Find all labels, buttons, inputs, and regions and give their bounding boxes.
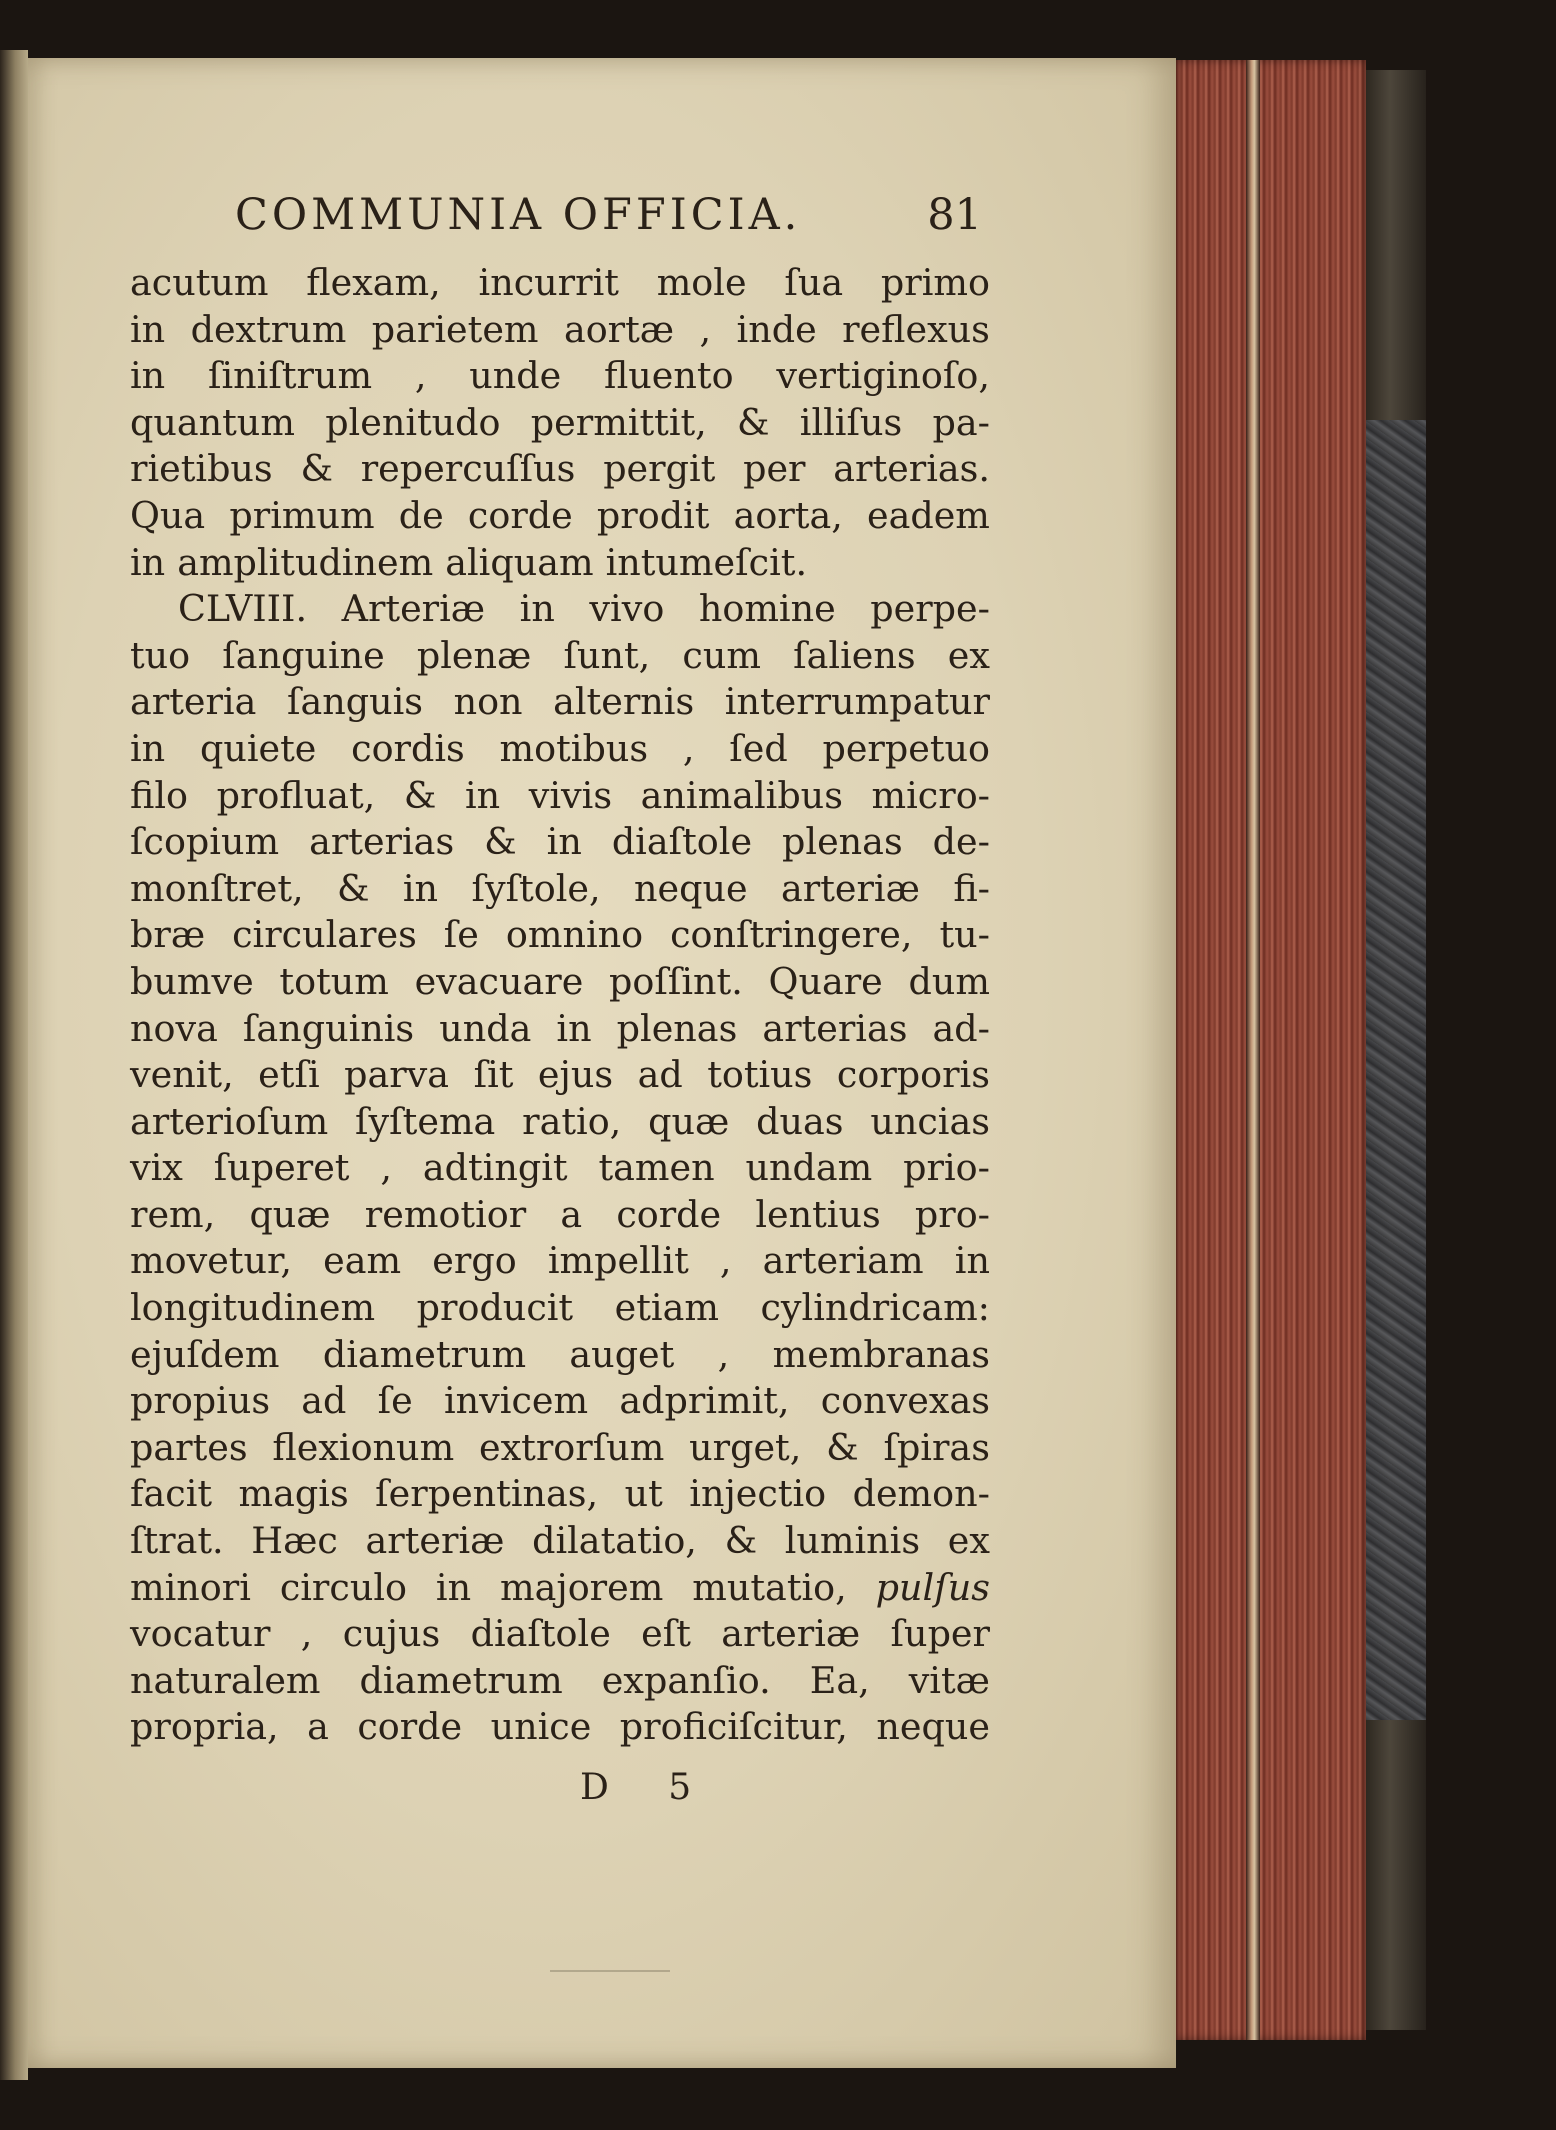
text-line: filo profluat, & in vivis animalibus micro- (130, 773, 990, 817)
left-page-edge (0, 50, 28, 2080)
fore-edge-gap (1246, 60, 1260, 2040)
text-line: rem, quæ remotior a corde lentius pro- (130, 1192, 990, 1236)
text-line: rietibus & repercuſſus pergit per arterias. (130, 447, 990, 491)
text-line: naturalem diametrum expanſio. Ea, vitæ (130, 1658, 990, 1702)
text-line: propria, a corde unice proficiſcitur, neque (130, 1705, 990, 1749)
signature-mark: D 5 (580, 1767, 716, 1808)
text-line: ejuſdem diametrum auget , membranas (130, 1332, 990, 1376)
text-line: movetur, eam ergo impellit , arteriam in (130, 1239, 990, 1283)
text-line: in ſiniſtrum , unde fluento vertiginoſo, (130, 354, 990, 398)
text-line: vocatur , cujus diaſtole eſt arteriæ ſuper (130, 1612, 990, 1656)
text-line: ſtrat. Hæc arteriæ dilatatio, & luminis ex (130, 1519, 990, 1563)
text-line: Qua primum de corde prodit aorta, eadem (130, 493, 990, 537)
text-line: acutum flexam, incurrit mole ſua primo (130, 261, 990, 304)
text-line: monſtret, & in ſyſtole, neque arteriæ fi- (130, 866, 990, 910)
page-number: 81 (927, 190, 982, 240)
text-line: bræ circulares ſe omnino conſtringere, tu- (130, 913, 990, 957)
text-line: in amplitudinem aliquam intumeſcit. (130, 540, 808, 584)
text-line: longitudinem producit etiam cylindricam: (130, 1286, 990, 1330)
body-text (130, 260, 990, 1751)
text-line: minori circulo in majorem mutatio, pulſus (130, 1565, 990, 1609)
text-line: in quiete cordis motibus , ſed perpetuo (130, 726, 990, 770)
text-line: vix ſuperet , adtingit tamen undam prio- (130, 1146, 990, 1190)
text-line: nova ſanguinis unda in plenas arterias ad- (130, 1006, 990, 1050)
paragraph-start-line: CLVIII. Arteriæ in vivo homine perpe- (178, 587, 990, 631)
text-line: partes flexionum extrorſum urget, & ſpiras (130, 1425, 990, 1469)
running-title: COMMUNIA OFFICIA. (235, 190, 802, 240)
text-line: venit, etſi parva ſit ejus ad totius corporis (130, 1053, 990, 1097)
marbled-cover (1366, 420, 1426, 1720)
running-head (130, 190, 990, 260)
text-line: ſcopium arterias & in diaſtole plenas de- (130, 820, 990, 864)
page-fore-edge (1176, 60, 1366, 2040)
text-line: arteria ſanguis non alternis interrumpatur (130, 680, 990, 724)
text-line: propius ad ſe invicem adprimit, convexas (130, 1379, 990, 1423)
text-line: quantum plenitudo permittit, & illiſus pa- (130, 400, 990, 444)
text-line: facit magis ſerpentinas, ut injectio demon- (130, 1472, 990, 1516)
text-line: bumve totum evacuare poſſint. Quare dum (130, 959, 990, 1003)
text-line: arterioſum ſyſtema ratio, quæ duas uncias (130, 1099, 990, 1143)
text-line: tuo ſanguine plenæ ſunt, cum ſaliens ex (130, 633, 990, 677)
page-stain (550, 1970, 670, 1972)
text-line: in dextrum parietem aortæ , inde reflexus (130, 307, 990, 351)
page-content (130, 190, 990, 1808)
